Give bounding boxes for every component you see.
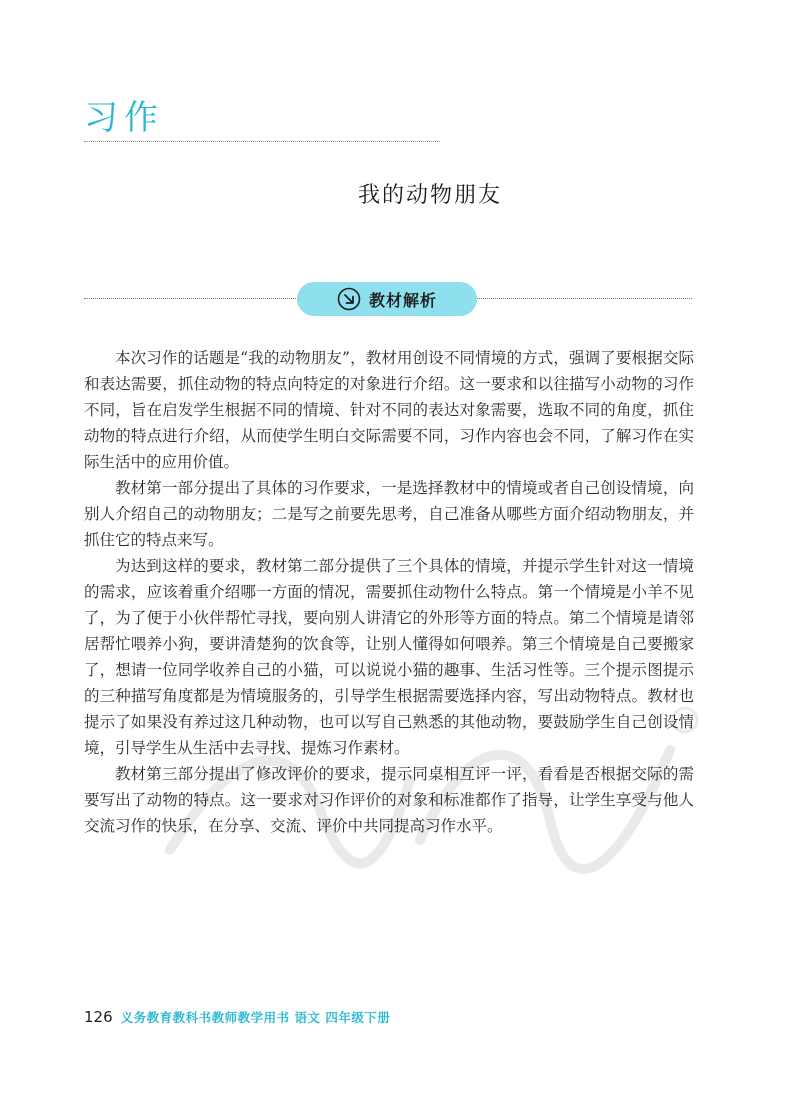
analysis-label: 教材解析 <box>368 290 437 310</box>
paragraph: 教材第三部分提出了修改评价的要求，提示同桌相互评一评，看看是否根据交际的需要写出了动物的特点。这一要求对习作评价的对象和标准都作了指导，让学生享受与他人交流习作的快乐，在分享、交流、评价中共同提高习作水平。 <box>84 765 694 835</box>
paragraph: 教材第一部分提出了具体的习作要求，一是选择教材中的情境或者自己创设情境，向别人介绍自己的动物朋友；二是写之前要先思考，自己准备从哪些方面介绍动物朋友，并抓住它的特点来写。 <box>84 479 694 549</box>
page-title: 我的动物朋友 <box>357 183 502 208</box>
page-footer <box>84 1008 390 1026</box>
paragraph: 本次习作的话题是“我的动物朋友”，教材用创设不同情境的方式，强调了要根据交际和表达需要，抓住动物的特点向特定的对象进行介绍。这一要求和以往描写小动物的习作不同，旨在启发学生根据不同的情境、针对不同的表达对象需要，选取不同的角度，抓住动物的特点进行介绍，从而使学生明白交际需要不同，习作内容也会不同，了解习作在实际生活中的应用价值。 <box>84 349 694 471</box>
paragraph: 为达到这样的要求，教材第二部分提供了三个具体的情境，并提示学生针对这一情境的需求，应该着重介绍哪一方面的情况，需要抓住动物什么特点。第一个情境是小羊不见了，为了便于小伙伴帮忙寻找，要向别人讲清它的外形等方面的特点。第二个情境是请邻居帮忙喂养小狗，要讲清楚狗的饮食等，让别人懂得如何喂养。第三个情境是自己要搬家了，想请一位同学收养自己的小猫，可以说说小猫的趣事、生活习性等。三个提示图提示的三种描写角度都是为情境服务的，引导学生根据需要选择内容，写出动物特点。教材也提示了如果没有养过这几种动物，也可以写自己熟悉的其他动物，要鼓励学生自己创设情境，引导学生从生活中去寻找、提炼习作素材。 <box>84 557 694 757</box>
down-right-arrow-icon <box>337 287 361 311</box>
body-text <box>84 345 694 839</box>
book-title: 义务教育教科书教师教学用书 语文 四年级下册 <box>120 1010 391 1025</box>
section-heading: 习作 <box>84 98 164 138</box>
analysis-badge <box>297 282 477 316</box>
heading-divider <box>84 141 440 142</box>
page-number: 126 <box>84 1008 113 1026</box>
